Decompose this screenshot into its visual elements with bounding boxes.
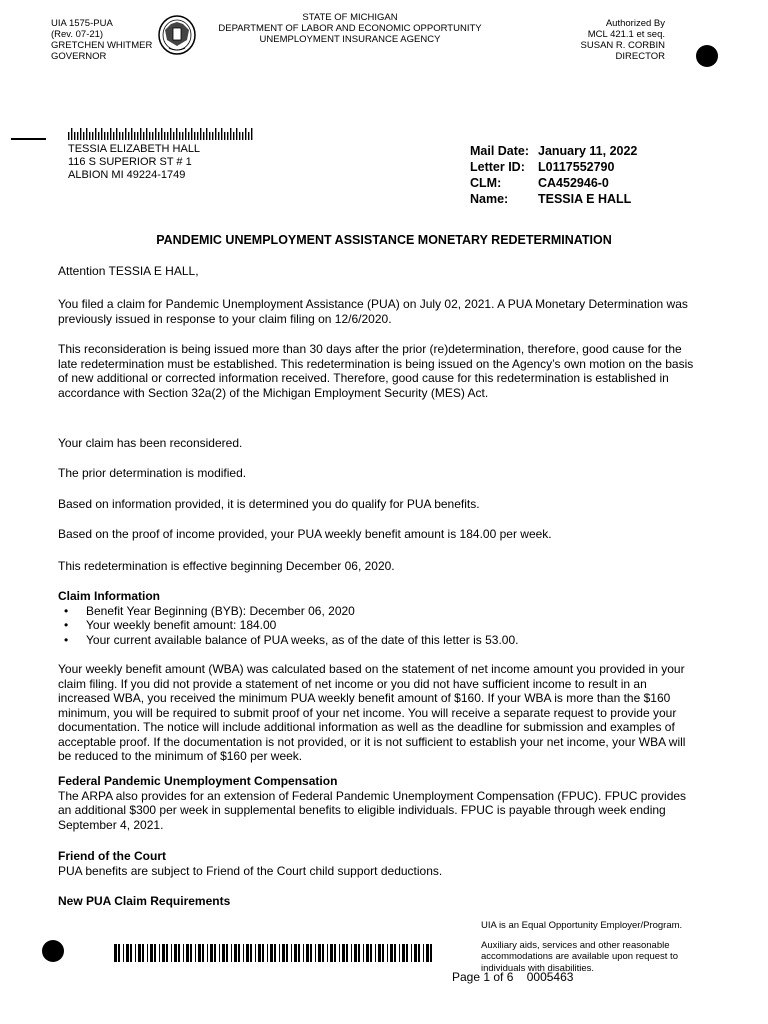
- bullet-icon: •: [64, 618, 69, 632]
- department-name: DEPARTMENT OF LABOR AND ECONOMIC OPPORTUNITY: [218, 23, 482, 34]
- accommodations-statement: Auxiliary aids, services and other reasonable accommodations are available upon request to individuals with disabilities.: [481, 939, 678, 974]
- postal-barcode-icon: [68, 128, 258, 140]
- statute: MCL 421.1 et seq.: [587, 29, 665, 40]
- mail-info-value: L0117552790: [538, 160, 615, 174]
- director-name: SUSAN R. CORBIN: [580, 40, 665, 51]
- recipient-name: TESSIA ELIZABETH HALL: [68, 143, 201, 155]
- list-item: • Your weekly benefit amount: 184.00: [64, 618, 277, 632]
- fold-mark: [11, 138, 46, 140]
- paragraph-claim-filed: You filed a claim for Pandemic Unemployment Assistance (PUA) on July 02, 2021. A PUA Monetary Determination was previously issued in response to your claim filing on 12/6/2020.: [58, 297, 688, 326]
- form-id: UIA 1575-PUA: [51, 18, 113, 29]
- mail-info-row: [470, 159, 637, 175]
- claim-info-heading: Claim Information: [58, 589, 161, 603]
- governor-name: GRETCHEN WHITMER: [51, 40, 153, 51]
- mail-info-value: TESSIA E HALL: [538, 192, 632, 206]
- authorized-by: Authorized By: [605, 18, 665, 29]
- mail-info-value: January 11, 2022: [538, 144, 638, 158]
- paragraph-reconsideration: This reconsideration is being issued more than 30 days after the prior (re)determination, therefore, good cause for the late redetermination must be established. This redetermination is being issued on the Agency’s own motion on the basis of new additional or corrected information received. Therefore, good cause for this redetermination is established in accordance with Section 32a(2) of the Michigan Employment Security (MES) Act.: [58, 342, 694, 400]
- paragraph-qualify: Based on information provided, it is determined you do qualify for PUA benefits.: [58, 497, 480, 511]
- mail-info-label: CLM:: [470, 176, 502, 190]
- director-title: DIRECTOR: [615, 51, 665, 62]
- document-number: 0005463: [526, 970, 574, 984]
- recipient-street: 116 S SUPERIOR ST # 1: [68, 156, 192, 168]
- punch-dot-icon: [42, 940, 64, 962]
- bullet-icon: •: [64, 603, 69, 618]
- recipient-address: [68, 143, 200, 182]
- page-number: Page 1 of 6: [452, 970, 514, 984]
- list-item: • Your current available balance of PUA weeks, as of the date of this letter is 53.00.: [64, 632, 519, 647]
- authorization: [581, 18, 665, 62]
- footer-notice: [481, 920, 701, 974]
- list-item: • Benefit Year Beginning (BYB): December 06, 2020: [64, 603, 355, 618]
- fpuc-heading: Federal Pandemic Unemployment Compensation: [58, 774, 338, 788]
- bullet-icon: •: [64, 632, 69, 647]
- claim-information: [58, 589, 694, 647]
- fpuc-text: The ARPA also provides for an extension of Federal Pandemic Unemployment Compensation (FPUC). FPUC provides an additional $300 per week in supplemental benefits to eligible individuals. FPUC is payable through week ending September 4, 2021.: [58, 788, 687, 832]
- foc-text: PUA benefits are subject to Friend of the Court child support deductions.: [58, 863, 443, 878]
- agency-name: UNEMPLOYMENT INSURANCE AGENCY: [259, 34, 441, 45]
- mail-info-label: Mail Date:: [470, 144, 530, 158]
- letter-title: PANDEMIC UNEMPLOYMENT ASSISTANCE MONETARY REDETERMINATION: [156, 233, 612, 247]
- recipient-city: ALBION MI 49224-1749: [68, 169, 186, 181]
- paragraph-weekly-amount: Based on the proof of income provided, your PUA weekly benefit amount is 184.00 per week.: [58, 527, 552, 541]
- letterhead: [190, 12, 510, 45]
- foc-section: [58, 849, 694, 878]
- new-claim-heading: New PUA Claim Requirements: [58, 894, 231, 908]
- mail-info-row: [470, 175, 637, 191]
- claim-info-list: [58, 604, 694, 648]
- mail-info-row: [470, 143, 637, 159]
- salutation: Attention TESSIA E HALL,: [58, 264, 199, 278]
- eoe-statement: UIA is an Equal Opportunity Employer/Program.: [481, 920, 683, 931]
- mail-info-label: Name:: [470, 192, 509, 206]
- paragraph-wba: Your weekly benefit amount (WBA) was calculated based on the statement of net income amount you provided in your claim filing. If you did not provide a statement of net income or you did not have sufficient income to result in an increased WBA, you received the minimum PUA weekly benefit amount of $160. If your WBA is more than the $160 minimum, you will be required to submit proof of your net income. You will receive a separate request to provide your documentation. The notice will include additional information as well as the deadline for submission and examples of acceptable proof. If the documentation is not provided, or it is not sufficient to establish your net income, your WBA will be reduced to the minimum of $160 per week.: [58, 662, 686, 763]
- fpuc-section: [58, 774, 694, 832]
- paragraph-reconsidered: Your claim has been reconsidered.: [58, 436, 243, 450]
- punch-dot-icon: [696, 45, 718, 67]
- mail-info-row: [470, 191, 637, 207]
- page-footer: [452, 970, 573, 984]
- paragraph-modified: The prior determination is modified.: [58, 466, 247, 480]
- state-name: STATE OF MICHIGAN: [302, 12, 398, 23]
- form-info: [51, 18, 152, 62]
- mail-info-value: CA452946-0: [538, 176, 609, 190]
- mail-info-label: Letter ID:: [470, 160, 525, 174]
- form-revision: (Rev. 07-21): [51, 29, 104, 40]
- document-barcode-icon: [114, 944, 434, 962]
- paragraph-effective: This redetermination is effective beginning December 06, 2020.: [58, 559, 395, 573]
- foc-heading: Friend of the Court: [58, 849, 166, 863]
- governor-title: GOVERNOR: [51, 51, 107, 62]
- mail-info-block: [470, 143, 637, 207]
